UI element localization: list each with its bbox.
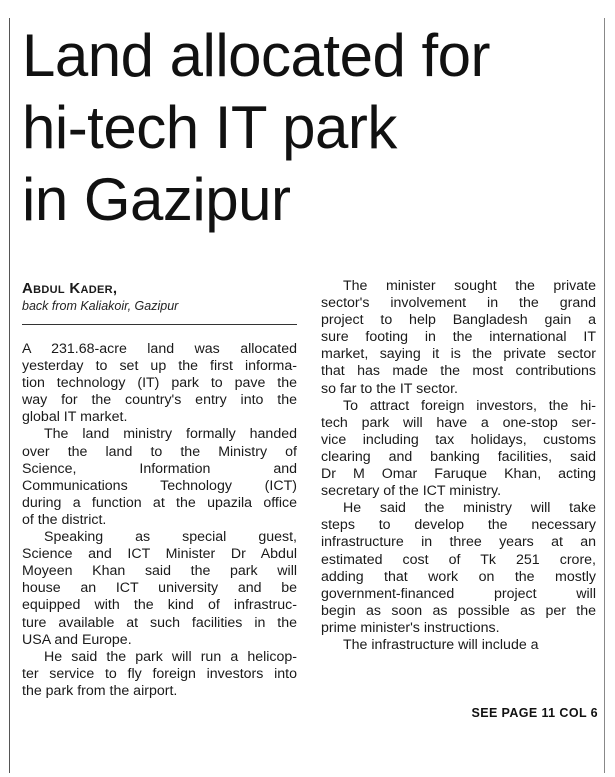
text-line: so far to the IT sector. [321, 380, 458, 397]
text-line: secretary of the ICT ministry. [321, 483, 502, 500]
text-line: yesterday to set up the first informa- [22, 358, 297, 375]
text-line: over the land to the Ministry of [22, 443, 297, 460]
text-line: The minister sought the private [343, 278, 596, 294]
text-line: A 231.68-acre land was allocated [22, 341, 297, 357]
text-line: begin as soon as possible as per the [321, 602, 596, 619]
text-line: steps to develop the necessary [321, 517, 596, 534]
paragraph [22, 426, 297, 529]
continuation-jump-line: SEE PAGE 11 COL 6 [471, 706, 598, 720]
text-line: that has made the most contributions [321, 363, 596, 380]
text-line: tech park will have a one-stop ser- [321, 414, 596, 431]
text-line: of the district. [22, 511, 107, 528]
headline-line-2: hi-tech IT park [22, 94, 397, 161]
column-rule-left [9, 18, 10, 773]
paragraph [22, 341, 297, 426]
text-line: sector's involvement in the grand [321, 295, 596, 312]
byline-author: Abdul Kader, [22, 280, 118, 297]
headline-line-1: Land allocated for [22, 22, 491, 89]
text-line: global IT market. [22, 409, 128, 426]
text-line: estimated cost of Tk 251 crore, [321, 551, 596, 568]
text-line: adding that work on the mostly [321, 568, 596, 585]
text-line: ture available at such facilities in the [22, 614, 297, 631]
paragraph [321, 398, 596, 501]
text-line: Communications Technology (ICT) [22, 477, 297, 494]
text-line: infrastructure in three years at an [321, 534, 596, 551]
article-column-1 [22, 341, 297, 700]
text-line: He said the ministry will take [343, 500, 596, 517]
text-line: USA and Europe. [22, 631, 132, 648]
article-column-2 [321, 278, 596, 654]
text-line: during a function at the upazila office [22, 494, 297, 511]
text-line: ter service to fly foreign investors into [22, 665, 297, 682]
text-line: He said the park will run a helicop- [44, 648, 297, 665]
text-line: equipped with the kind of infrastruc- [22, 597, 297, 614]
text-line: The land ministry formally handed [44, 426, 297, 443]
text-line: government-financed project will [321, 585, 596, 602]
text-line: house an ICT university and be [22, 580, 297, 597]
headline [22, 20, 602, 236]
text-line: Speaking as special guest, [44, 529, 297, 546]
text-line: To attract foreign investors, the hi- [343, 397, 596, 414]
text-line: clearing and banking facilities, said [321, 448, 596, 465]
paragraph [22, 529, 297, 649]
paragraph [321, 500, 596, 637]
text-line: vice including tax holidays, customs [321, 431, 596, 448]
text-line: market, saying it is the private sector [321, 346, 596, 363]
text-line: the park from the airport. [22, 682, 178, 699]
text-line: way for the country's entry into the [22, 392, 297, 409]
text-line: Science, Information and [22, 460, 297, 477]
paragraph [321, 278, 596, 398]
byline-location: back from Kaliakoir, Gazipur [22, 299, 179, 313]
text-line: Science and ICT Minister Dr Abdul [22, 546, 297, 563]
text-line: The infrastructure will include a [343, 636, 539, 653]
byline-divider [22, 324, 297, 325]
text-line: Moyeen Khan said the park will [22, 563, 297, 580]
text-line: tion technology (IT) park to pave the [22, 375, 297, 392]
text-line: project to help Bangladesh gain a [321, 312, 596, 329]
text-line: prime minister's instructions. [321, 619, 500, 636]
text-line: Dr M Omar Faruque Khan, acting [321, 466, 596, 483]
paragraph [321, 637, 596, 654]
paragraph [22, 649, 297, 700]
text-line: sure footing in the international IT [321, 329, 596, 346]
column-rule-right [604, 18, 605, 773]
byline [22, 279, 300, 315]
headline-line-3: in Gazipur [22, 166, 291, 233]
